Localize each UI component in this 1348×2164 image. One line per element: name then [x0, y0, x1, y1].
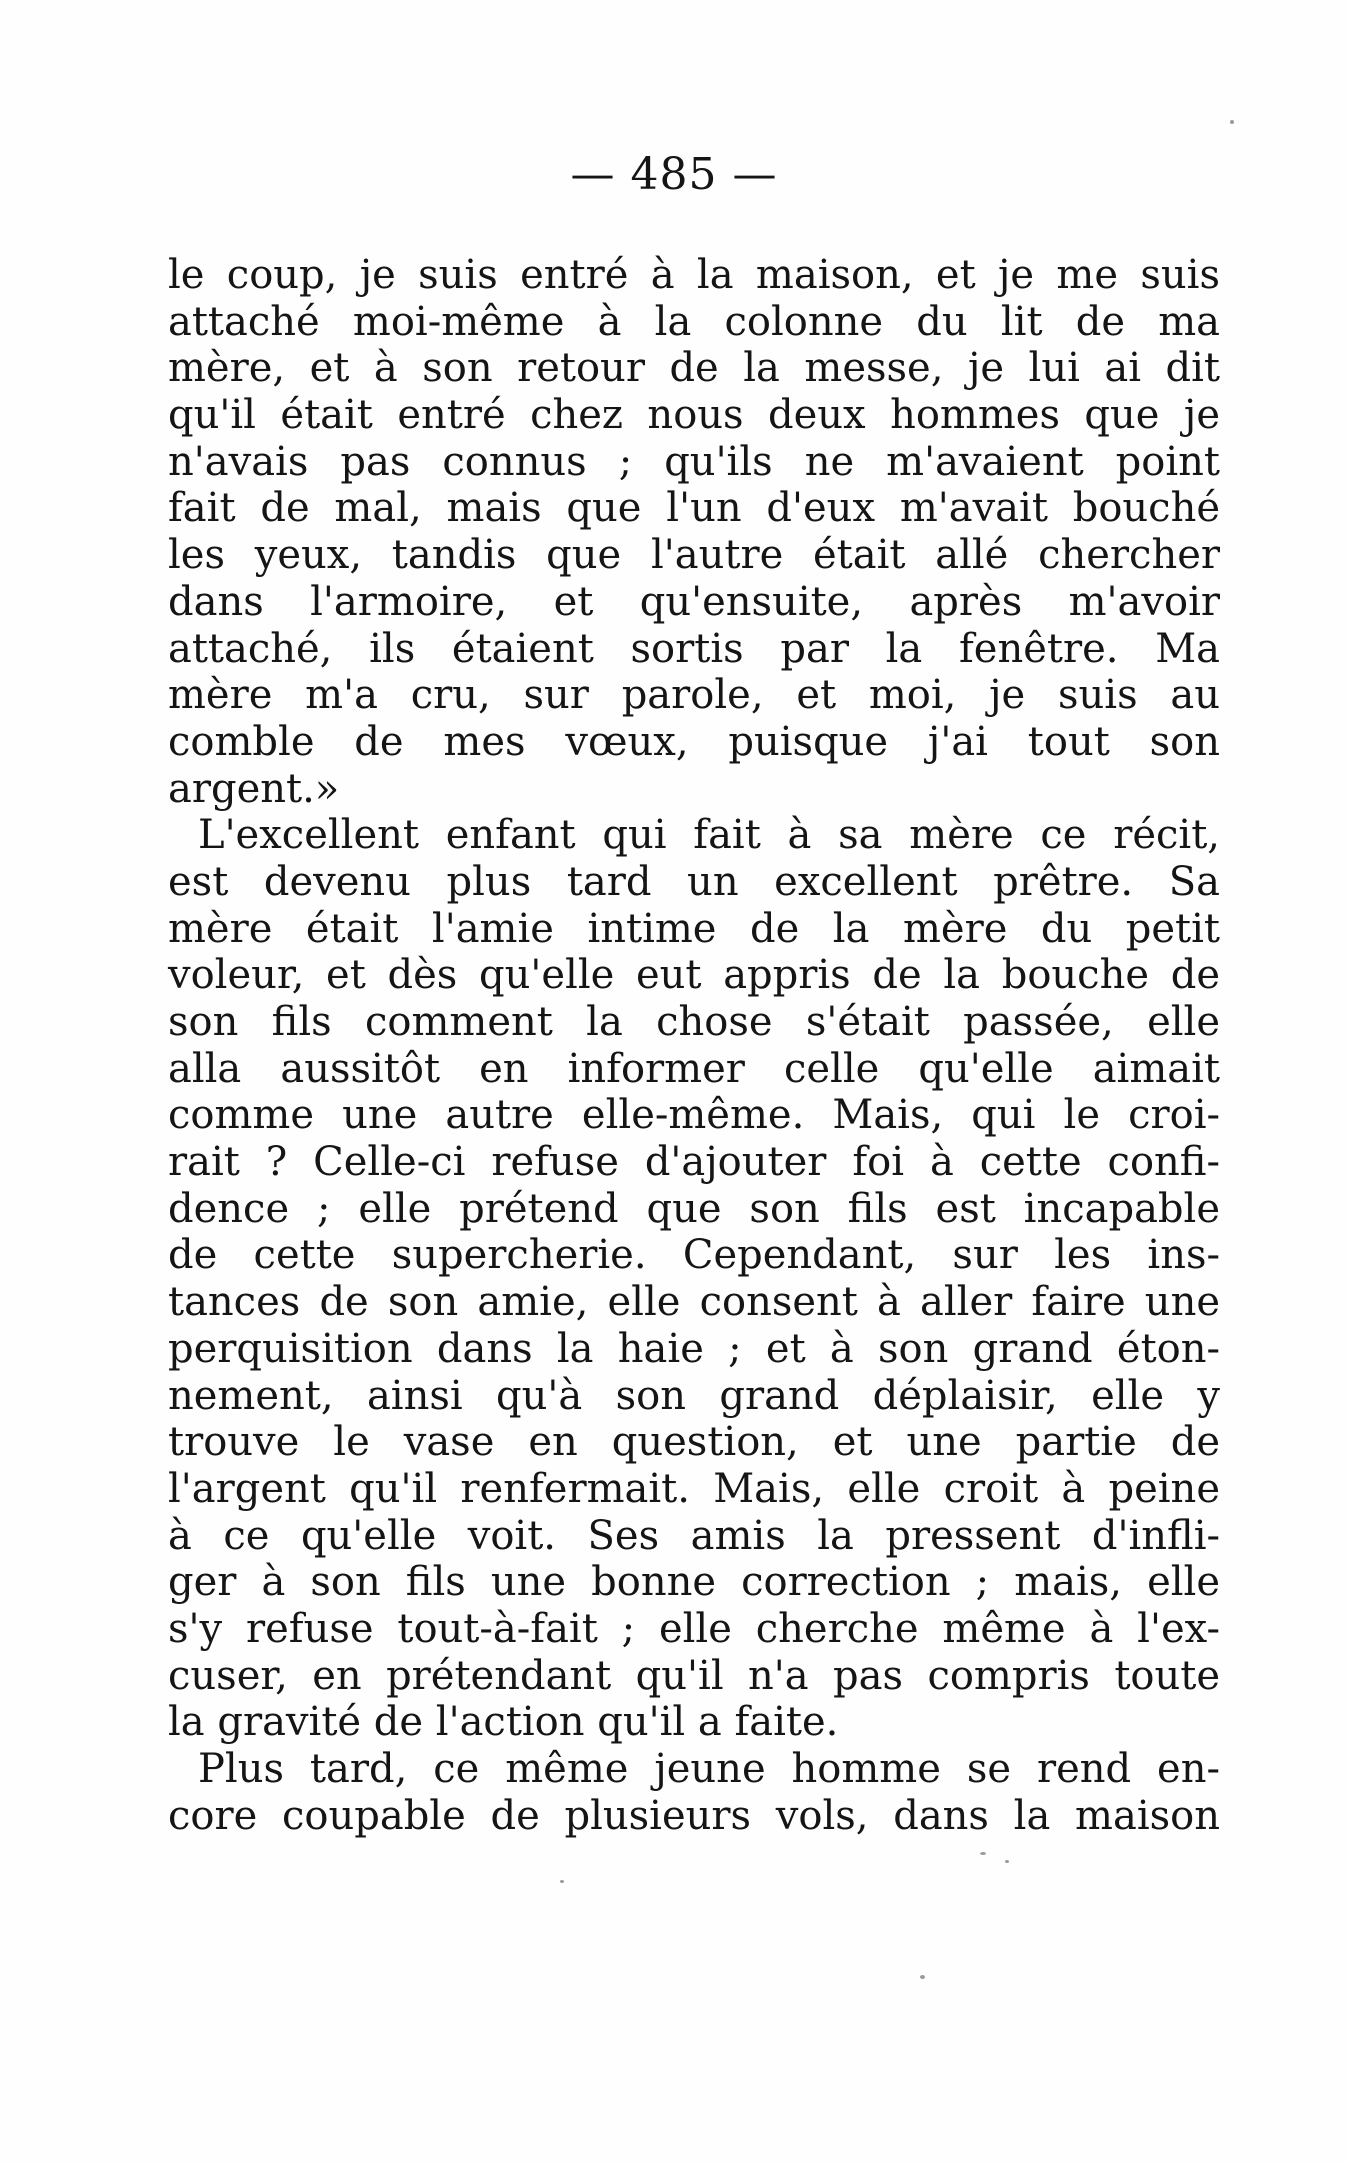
text-line: à ce qu'elle voit. Ses amis la pressent d'infli-: [168, 1512, 1220, 1559]
text-line: rait ? Celle-ci refuse d'ajouter foi à cette confi-: [168, 1139, 1220, 1186]
text-line: ger à son fils une bonne correction ; mais, elle: [168, 1559, 1220, 1606]
scan-speck: [560, 1880, 564, 1883]
text-line: comme une autre elle-même. Mais, qui le croi-: [168, 1092, 1220, 1139]
text-line: trouve le vase en question, et une partie de: [168, 1419, 1220, 1466]
text-line: mère m'a cru, sur parole, et moi, je suis au: [168, 672, 1220, 719]
text-line: core coupable de plusieurs vols, dans la maison: [168, 1792, 1220, 1839]
text-line: l'argent qu'il renfermait. Mais, elle croit à peine: [168, 1465, 1220, 1512]
text-line: mère, et à son retour de la messe, je lui ai dit: [168, 345, 1220, 392]
scan-speck: [920, 1975, 925, 1979]
text-line: la gravité de l'action qu'il a faite.: [168, 1699, 839, 1746]
text-line: attaché moi-même à la colonne du lit de ma: [168, 298, 1220, 345]
scan-speck: [980, 1852, 986, 1855]
text-line: qu'il était entré chez nous deux hommes que je: [168, 392, 1220, 439]
text-line: s'y refuse tout-à-fait ; elle cherche même à l'ex-: [168, 1605, 1220, 1652]
text-line: le coup, je suis entré à la maison, et je me suis: [168, 252, 1220, 298]
text-line: Plus tard, ce même jeune homme se rend en-: [198, 1746, 1220, 1792]
body-text: [168, 252, 1220, 1839]
text-line: attaché, ils étaient sortis par la fenêtre. Ma: [168, 625, 1220, 672]
text-line: argent.»: [168, 765, 340, 812]
text-line: les yeux, tandis que l'autre était allé chercher: [168, 532, 1220, 579]
text-line: mère était l'amie intime de la mère du petit: [168, 905, 1220, 952]
text-line: nement, ainsi qu'à son grand déplaisir, elle y: [168, 1372, 1220, 1419]
page-number: — 485 —: [570, 149, 778, 200]
scan-speck: [1005, 1860, 1009, 1863]
text-line: tances de son amie, elle consent à aller faire une: [168, 1279, 1220, 1326]
text-line: dans l'armoire, et qu'ensuite, après m'avoir: [168, 578, 1220, 625]
text-line: de cette supercherie. Cependant, sur les ins-: [168, 1232, 1220, 1279]
text-line: fait de mal, mais que l'un d'eux m'avait bouché: [168, 485, 1220, 532]
text-line: comble de mes vœux, puisque j'ai tout son: [168, 718, 1220, 765]
text-line: est devenu plus tard un excellent prêtre. Sa: [168, 858, 1220, 905]
text-line: dence ; elle prétend que son fils est incapable: [168, 1185, 1220, 1232]
text-line: son fils comment la chose s'était passée, elle: [168, 999, 1220, 1045]
text-line: n'avais pas connus ; qu'ils ne m'avaient point: [168, 438, 1220, 485]
text-line: perquisition dans la haie ; et à son grand éton-: [168, 1325, 1220, 1372]
text-line: voleur, et dès qu'elle eut appris de la bouche de: [168, 952, 1220, 999]
text-line: cuser, en prétendant qu'il n'a pas compris toute: [168, 1652, 1220, 1699]
text-line: L'excellent enfant qui fait à sa mère ce récit,: [198, 812, 1220, 859]
text-line: alla aussitôt en informer celle qu'elle aimait: [168, 1045, 1220, 1092]
scan-speck: [1230, 120, 1234, 124]
